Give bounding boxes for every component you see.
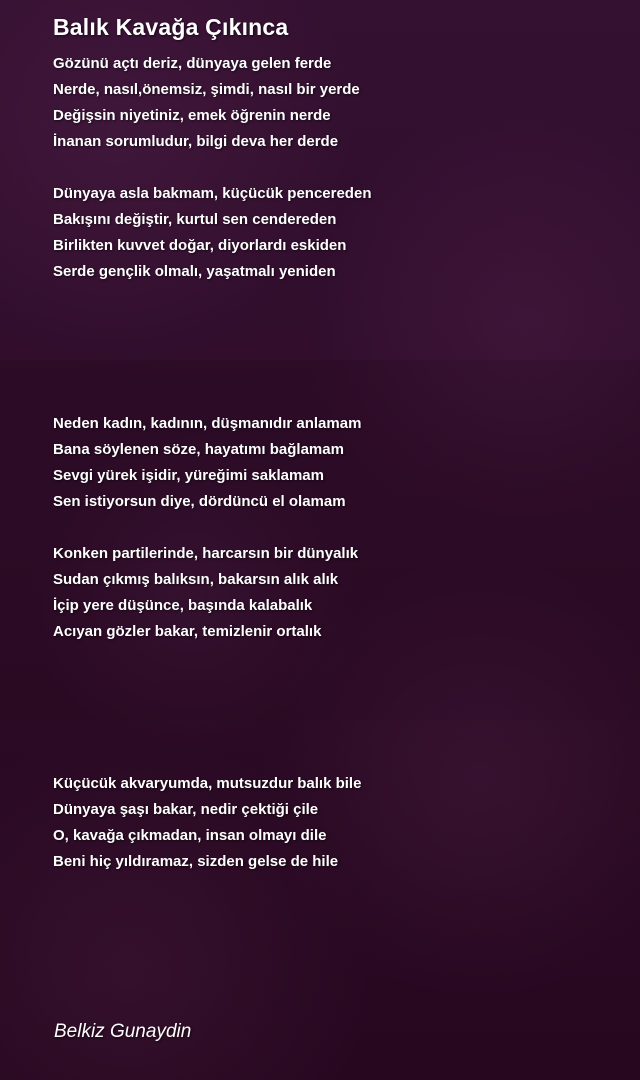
poem-line: Konken partilerinde, harcarsın bir dünyalık <box>53 545 359 562</box>
stanza <box>53 51 360 155</box>
poem-line: İçip yere düşünce, başında kalabalık <box>53 597 313 614</box>
stanza <box>53 181 371 285</box>
poem-line: Bana söylenen söze, hayatımı bağlamam <box>53 441 344 458</box>
stanza <box>53 771 361 875</box>
stanza <box>53 411 361 515</box>
poem-line: Sevgi yürek işidir, yüreğimi saklamam <box>53 467 324 484</box>
poem-line: Bakışını değiştir, kurtul sen cendereden <box>53 211 337 228</box>
poem-author: Belkiz Gunaydin <box>54 1021 192 1042</box>
poem-line: Beni hiç yıldıramaz, sizden gelse de hile <box>53 853 339 870</box>
poem-line: İnanan sorumludur, bilgi deva her derde <box>53 133 339 150</box>
poem-line: Gözünü açtı deriz, dünyaya gelen ferde <box>53 55 332 72</box>
poem-line: Değişsin niyetiniz, emek öğrenin nerde <box>53 107 331 124</box>
poem-line: Birlikten kuvvet doğar, diyorlardı eskiden <box>53 237 347 254</box>
poem-title: Balık Kavağa Çıkınca <box>53 14 289 40</box>
poem-line: Acıyan gözler bakar, temizlenir ortalık <box>53 623 322 640</box>
poem-line: Dünyaya şaşı bakar, nedir çektiği çile <box>53 801 319 818</box>
stanza <box>53 541 358 645</box>
poem-line: Nerde, nasıl,önemsiz, şimdi, nasıl bir yerde <box>53 81 360 98</box>
poem-line: Serde gençlik olmalı, yaşatmalı yeniden <box>53 263 336 280</box>
poem-line: Küçücük akvaryumda, mutsuzdur balık bile <box>53 775 362 792</box>
poem-line: Sudan çıkmış balıksın, bakarsın alık alık <box>53 571 339 588</box>
poem-line: Sen istiyorsun diye, dördüncü el olamam <box>53 493 346 510</box>
poem-line: Neden kadın, kadının, düşmanıdır anlamam <box>53 415 362 432</box>
poem-line: O, kavağa çıkmadan, insan olmayı dile <box>53 827 327 844</box>
poem-line: Dünyaya asla bakmam, küçücük pencereden <box>53 185 372 202</box>
